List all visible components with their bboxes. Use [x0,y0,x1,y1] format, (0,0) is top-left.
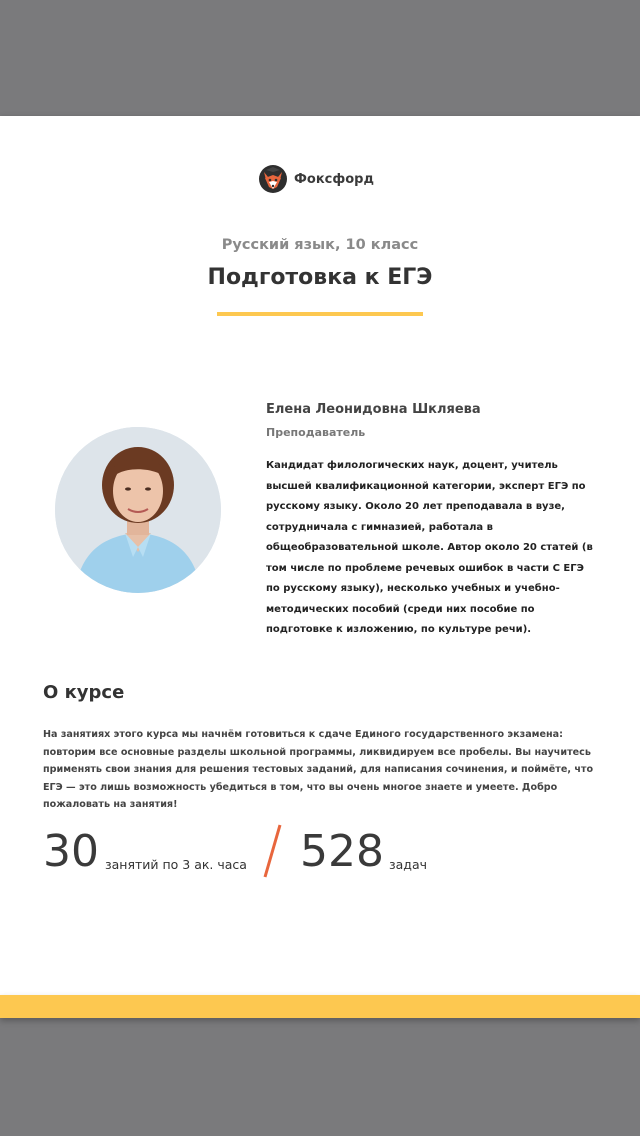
slash-divider-icon [262,823,284,879]
about-heading: О курсе [43,682,125,703]
teacher-role: Преподаватель [266,426,366,439]
lessons-count: 30 [43,826,99,877]
fox-logo-icon [258,164,288,194]
teacher-photo [55,427,221,593]
brand-logo[interactable] [258,163,374,195]
tasks-count: 528 [300,826,384,877]
teacher-avatar [55,427,221,593]
lessons-label: занятий по 3 ак. часа [105,857,247,872]
about-text: На занятиях этого курса мы начнём готовиться к сдаче Единого государственного экзамена: повторим все основные разделы школьной программы, ликвидируем все пробелы. Вы научитесь применять свои знания для решения тестовых заданий, для написания сочинения, и поймёте, что ЕГЭ — это лишь возможность убедиться в том, что вы очень многое знаете и умеете. Добро пожаловать на занятия! [43,729,594,810]
teacher-bio: Кандидат филологических наук, доцент, учитель высшей квалификационной категории, эксперт ЕГЭ по русскому языку. Около 20 лет преподавала в вузе, сотрудничала с гимназией, работала в общеобразовательной школе. Автор около 20 статей (в том числе по проблеме речевых ошибок в части С ЕГЭ по русскому языку), несколько учебных и учебно-методических пособий (среди них пособие по подготовке к изложению, по культуре речи). [266,460,593,635]
brand-name: Фоксфорд [294,171,374,187]
bottom-accent-band [0,995,640,1018]
title-underline [217,312,423,316]
page-title: Подготовка к ЕГЭ [207,265,433,290]
teacher-name: Елена Леонидовна Шкляева [266,402,481,417]
tasks-label: задач [389,857,427,872]
course-subject: Русский язык, 10 класс [221,237,419,253]
